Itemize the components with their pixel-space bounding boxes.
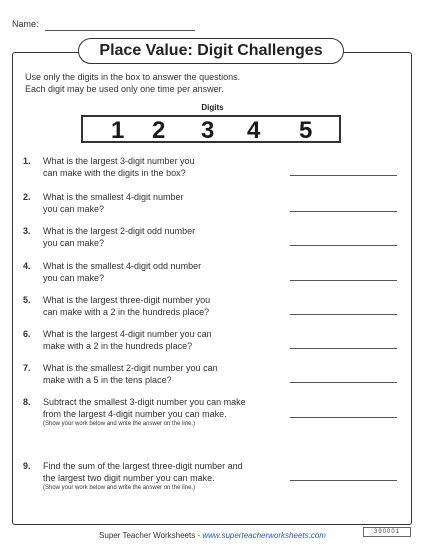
- question-line: can make with a 2 in the hundreds place?: [43, 306, 210, 317]
- digit: 3: [201, 117, 215, 144]
- question-line: you can make?: [43, 237, 105, 248]
- digit: 5: [299, 117, 313, 144]
- footer-separator: -: [195, 531, 203, 540]
- answer-line-6[interactable]: [290, 348, 397, 349]
- question-line: you can make?: [43, 203, 105, 214]
- question-number: 3.: [23, 226, 31, 236]
- answer-line-1[interactable]: [290, 175, 397, 176]
- question-line: What is the largest three-digit number you: [43, 295, 211, 305]
- question-number: 4.: [23, 261, 31, 271]
- answer-line-8[interactable]: [290, 417, 397, 418]
- question-line: can make with the digits in the box?: [43, 167, 186, 178]
- question-note: (Show your work below and write the answer on the line.): [43, 421, 196, 427]
- answer-line-2[interactable]: [290, 211, 397, 212]
- question-line: What is the largest 2-digit odd number: [43, 226, 196, 236]
- footer: [0, 531, 425, 540]
- question-number: 9.: [23, 461, 31, 471]
- worksheet-title: Place Value: Digit Challenges: [78, 38, 344, 64]
- question-line: What is the smallest 2-digit number you can: [43, 363, 218, 373]
- question-note: (Show your work below and write the answer on the line.): [43, 485, 196, 491]
- answer-line-3[interactable]: [290, 245, 397, 246]
- footer-brand: Super Teacher Worksheets: [99, 531, 196, 540]
- footer-url-link[interactable]: www.superteacherworksheets.com: [202, 531, 326, 540]
- name-line[interactable]: [45, 30, 195, 31]
- question-line: What is the largest 4-digit number you can: [43, 329, 212, 339]
- question-number: 6.: [23, 329, 31, 339]
- instruction-line: Use only the digits in the box to answer the questions.: [25, 72, 241, 82]
- instruction-line: Each digit may be used only one time per answer.: [25, 83, 224, 94]
- answer-line-4[interactable]: [290, 280, 397, 281]
- question-line: What is the smallest 4-digit odd number: [43, 261, 202, 271]
- digit: 1: [111, 117, 125, 144]
- question-line: make with a 5 in the tens place?: [43, 374, 172, 385]
- question-line: Find the sum of the largest three-digit number and: [43, 461, 243, 471]
- question-line: What is the largest 3-digit number you: [43, 156, 195, 166]
- question-line: Subtract the smallest 3-digit number you can make: [43, 397, 246, 407]
- digits-label: Digits: [201, 103, 224, 112]
- digit-box: [81, 115, 341, 143]
- question-line: the largest two digit number you can make.: [43, 472, 215, 483]
- question-line: What is the smallest 4-digit number: [43, 192, 184, 202]
- question-number: 2.: [23, 192, 31, 202]
- answer-line-7[interactable]: [290, 382, 397, 383]
- question-number: 8.: [23, 397, 31, 407]
- digit: 4: [247, 117, 261, 144]
- question-number: 7.: [23, 363, 31, 373]
- digit: 2: [152, 117, 166, 144]
- question-number: 1.: [23, 156, 31, 166]
- question-line: you can make?: [43, 272, 105, 283]
- answer-line-5[interactable]: [290, 314, 397, 315]
- answer-line-9[interactable]: [290, 480, 397, 481]
- instructions: [25, 72, 240, 95]
- question-number: 5.: [23, 295, 31, 305]
- question-line: make with a 2 in the hundreds place?: [43, 340, 193, 351]
- question-line: from the largest 4-digit number you can make.: [43, 408, 227, 419]
- worksheet-code: 390001: [363, 527, 411, 537]
- name-label: Name:: [12, 19, 39, 29]
